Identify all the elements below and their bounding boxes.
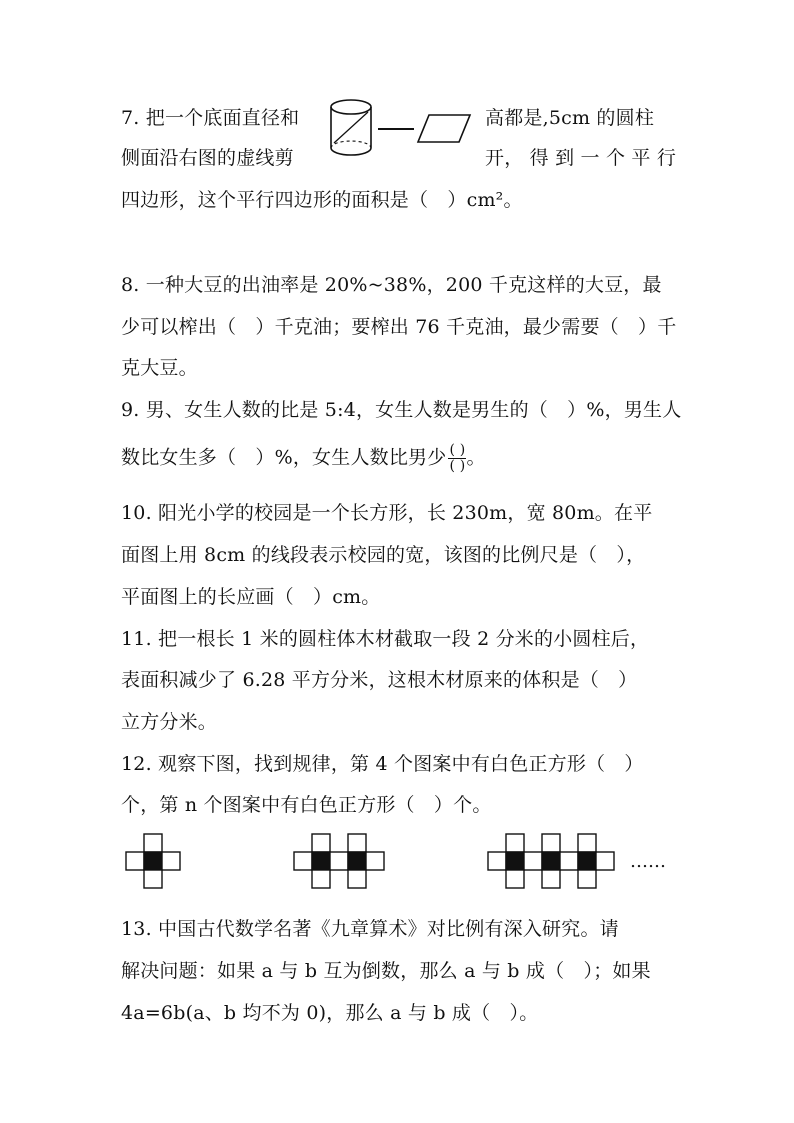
q9-line2-end: 。 <box>466 446 486 469</box>
q7-line2-left: 侧面沿右图的虚线剪 <box>121 147 294 169</box>
cylinder-cut-line <box>334 112 368 143</box>
fraction-denominator: ( ) <box>449 458 466 474</box>
q8-line1: 8. 一种大豆的出油率是 20%~38%，200 千克这样的大豆，最 <box>121 274 662 296</box>
q7-line3: 四边形，这个平行四边形的面积是（ ）cm²。 <box>121 189 523 211</box>
q12-line1: 12. 观察下图，找到规律，第 4 个图案中有白色正方形（ ） <box>121 753 644 775</box>
q7-line2-right: 开， 得 到 一 个 平 行 <box>485 147 677 169</box>
q8-line2: 少可以榨出（ ）千克油；要榨出 76 千克油，最少需要（ ）千 <box>121 316 677 338</box>
q9-line1: 9. 男、女生人数的比是 5:4，女生人数是男生的（ ）%，男生人 <box>121 399 682 421</box>
q7-line1-right: 高都是,5cm 的圆柱 <box>485 107 655 129</box>
fraction-blank <box>448 443 466 474</box>
cylinder-top-ellipse <box>331 100 371 114</box>
q11-line1: 11. 把一根长 1 米的圆柱体木材截取一段 2 分米的小圆柱后， <box>121 628 650 650</box>
q10-line1: 10. 阳光小学的校园是一个长方形，长 230m，宽 80m。在平 <box>121 502 653 524</box>
q7-line1-left: 7. 把一个底面直径和 <box>121 107 300 129</box>
pattern-2 <box>294 834 384 888</box>
q13-line3: 4a=6b(a、b 均不为 0)，那么 a 与 b 成（ ）。 <box>121 1002 539 1024</box>
q9-line2 <box>121 443 486 474</box>
parallelogram-shape <box>418 115 470 142</box>
q10-line3: 平面图上的长应画（ ）cm。 <box>121 586 381 608</box>
q11-line3: 立方分米。 <box>121 711 218 733</box>
q12-line2: 个，第 n 个图案中有白色正方形（ ）个。 <box>121 794 492 816</box>
q8-line3: 克大豆。 <box>121 357 198 379</box>
pattern-1 <box>126 834 180 888</box>
square-pattern-figure <box>120 832 680 890</box>
cylinder-to-parallelogram-figure <box>326 96 476 160</box>
pattern-ellipsis: …… <box>630 851 666 872</box>
q11-line2: 表面积减少了 6.28 平方分米，这根木材原来的体积是（ ） <box>121 669 638 691</box>
q13-line2: 解决问题：如果 a 与 b 互为倒数，那么 a 与 b 成（ ）；如果 <box>121 960 651 982</box>
q10-line2: 面图上用 8cm 的线段表示校园的宽，该图的比例尺是（ ）， <box>121 544 646 566</box>
q9-line2-text: 数比女生多（ ）%，女生人数比男少 <box>121 446 447 469</box>
pattern-3 <box>488 834 614 888</box>
fraction-numerator: ( ) <box>449 442 466 458</box>
q13-line1: 13. 中国古代数学名著《九章算术》对比例有深入研究。请 <box>121 918 619 940</box>
